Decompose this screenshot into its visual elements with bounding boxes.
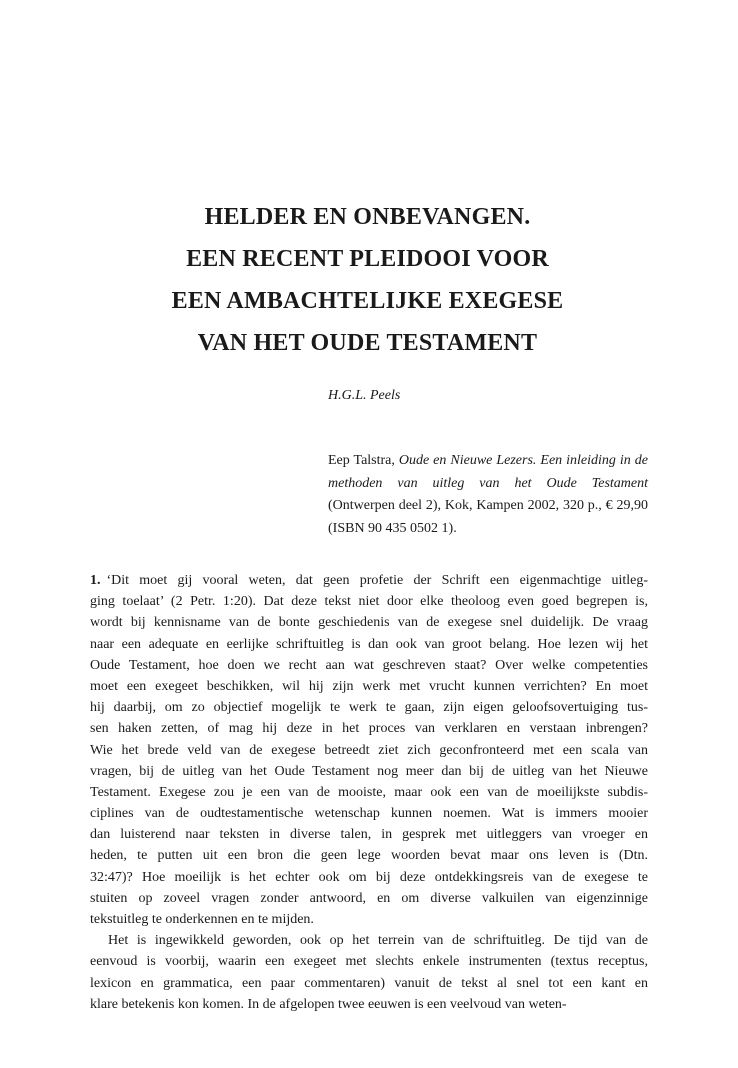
text-line: [90, 930, 648, 951]
line-text: lexicon en grammatica, een paar commentaren) vanuit de tekst al snel tot een kant en: [90, 975, 648, 991]
line-text: naar een adequate en eerlijke schriftuitleg is dan ook van groot belang. Hoe lezen wij het: [90, 636, 648, 652]
line-text: tekstuitleg te onderkennen en te mijden.: [90, 912, 314, 927]
text-line: [90, 718, 648, 739]
line-text: klare betekenis kon komen. In de afgelopen twee eeuwen is een veelvoud van weten-: [90, 996, 567, 1012]
text-line: [90, 612, 648, 633]
text-line: [90, 824, 648, 845]
paragraph-1: [90, 570, 648, 930]
article-author: H.G.L. Peels: [328, 388, 401, 403]
line-text: ging toelaat’ (2 Petr. 1:20). Dat deze tekst niet door elke theoloog even goed begrepen is,: [90, 594, 648, 610]
text-line: [90, 676, 648, 697]
title-line-4: VAN HET OUDE TESTAMENT: [197, 330, 538, 356]
line-text: dan luisterend naar teksten in diverse talen, in gesprek met uitleggers van vroeger en: [90, 827, 648, 843]
text-line: [90, 740, 648, 761]
text-line: [90, 570, 648, 591]
article-title: [90, 196, 645, 364]
paragraph-2: [90, 930, 648, 1015]
text-line: [90, 761, 648, 782]
text-line: [90, 867, 648, 888]
title-line-1: HELDER EN ONBEVANGEN.: [204, 204, 531, 230]
text-line: [90, 697, 648, 718]
text-line: [90, 909, 648, 930]
line-text: sen haken zetten, of mag hij deze in het proces van verklaren en verstaan inbrengen?: [90, 721, 648, 737]
reviewed-book-author: Eep Talstra,: [328, 453, 399, 468]
line-text: ciplines van de oudtestamentische wetenschap kunnen noemen. Wat is immers mooier: [90, 806, 648, 822]
line-text: eenvoud is voorbij, waarin een exegeet met slechts enkele instrumenten (textus receptus,: [90, 954, 648, 970]
text-line: [90, 951, 648, 972]
text-line: [90, 973, 648, 994]
text-line: [90, 845, 648, 866]
title-line-2: EEN RECENT PLEIDOOI VOOR: [186, 246, 549, 272]
line-text: vragen, bij de uitleg van het Oude Testament nog meer dan bij de uitleg van het Nieuwe: [90, 763, 648, 779]
text-line: [90, 655, 648, 676]
line-text: Wie het brede veld van de exegese betreedt ziet zich geconfronteerd met een scala van: [90, 742, 648, 758]
line-text: hij daarbij, om zo objectief mogelijk te werk te gaan, zijn eigen geloofsovertuiging tus-: [90, 700, 648, 716]
reviewed-book-citation: [328, 450, 648, 540]
text-line: [90, 782, 648, 803]
line-text: heden, te putten uit een bron die geen lege woorden bevat maar ons leven is (Dtn.: [90, 848, 648, 864]
line-text: stuiten op zoveel vragen zonder antwoord, en om diverse valkuilen van eigenzinnige: [90, 890, 648, 906]
line-text: ‘Dit moet gij vooral weten, dat geen profetie der Schrift een eigenmachtige uitleg-: [106, 573, 648, 588]
section-number: 1.: [90, 573, 101, 588]
text-line: [90, 803, 648, 824]
reviewed-book-title: Oude en Nieuwe Lezers. Een inleiding in de methoden van uitleg van het Oude Testament: [328, 453, 648, 491]
article-body: [90, 570, 648, 1015]
line-text: Testament. Exegese zou je een van de mooiste, maar ook een van de moeilijkste subdis-: [90, 784, 648, 800]
line-text: Het is ingewikkeld geworden, ook op het terrein van de schriftuitleg. De tijd van de: [108, 933, 648, 949]
line-text: 32:47)? Hoe moeilijk is het echter ook om bij deze ontdekkingsreis van de exegese te: [90, 869, 648, 885]
text-line: [90, 634, 648, 655]
text-line: [90, 994, 648, 1015]
title-line-3: EEN AMBACHTELIJKE EXEGESE: [171, 288, 564, 314]
line-text: moet een exegeet beschikken, wil hij zijn werk met vrucht kunnen verrichten? En moet: [90, 678, 648, 694]
line-text: wordt bij kennisname van de bonte geschiedenis van de exegese snel duidelijk. De vraag: [90, 615, 648, 631]
text-line: [90, 888, 648, 909]
text-line: [90, 591, 648, 612]
line-text: Oude Testament, hoe doen we recht aan wat geschreven staat? Over welke competenties: [90, 657, 648, 673]
reviewed-book-details: (Ontwerpen deel 2), Kok, Kampen 2002, 320 p., € 29,90 (ISBN 90 435 0502 1).: [328, 498, 648, 536]
